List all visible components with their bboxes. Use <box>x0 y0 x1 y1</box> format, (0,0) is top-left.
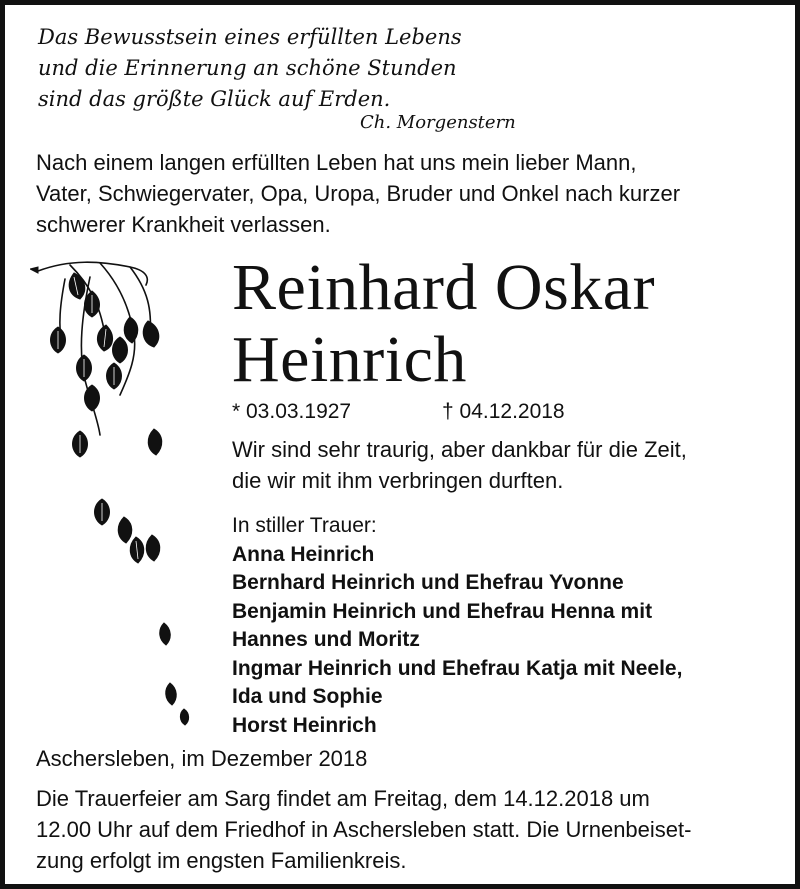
deceased-name-line: Reinhard Oskar <box>232 251 656 324</box>
service-line: zung erfolgt im engsten Familienkreis. <box>36 848 407 873</box>
birch-branch-leaves-icon <box>30 255 230 735</box>
quote-line: Das Bewusstsein eines erfüllten Lebens <box>38 25 462 49</box>
intro-line: Nach einem langen erfüllten Leben hat uns mein lieber Mann, <box>36 150 637 175</box>
mourners-lead: In stiller Trauer: <box>232 514 377 537</box>
deceased-name <box>232 252 655 396</box>
intro-line: Vater, Schwiegervater, Opa, Uropa, Bruder und Onkel nach kurzer <box>36 181 681 206</box>
gratitude-line: die wir mit ihm verbringen durften. <box>232 468 564 493</box>
intro-text <box>36 147 766 240</box>
mourner-line: Bernhard Heinrich und Ehefrau Yvonne <box>232 571 624 594</box>
birth-date: * 03.03.1927 <box>232 400 352 423</box>
mourner-line: Benjamin Heinrich und Ehefrau Henna mit <box>232 599 653 623</box>
quote-line: sind das größte Glück auf Erden. <box>38 87 391 111</box>
mourner-line: Anna Heinrich <box>232 542 375 566</box>
intro-line: schwerer Krankheit verlassen. <box>36 212 331 237</box>
quote-author: Ch. Morgenstern <box>360 112 516 133</box>
gratitude-line: Wir sind sehr traurig, aber dankbar für die Zeit, <box>232 437 687 462</box>
mourner-line: Horst Heinrich <box>232 713 377 737</box>
mourner-line: Hannes und Moritz <box>232 628 420 651</box>
service-line: Die Trauerfeier am Sarg findet am Freitag, dem 14.12.2018 um <box>36 786 650 811</box>
deceased-name-line: Heinrich <box>232 323 467 396</box>
death-date: † 04.12.2018 <box>442 400 565 423</box>
service-line: 12.00 Uhr auf dem Friedhof in Aschersleben statt. Die Urnenbeiset- <box>36 817 692 842</box>
mourner-line: Ida und Sophie <box>232 685 383 708</box>
mourner-line: Ingmar Heinrich und Ehefrau Katja mit Neele, <box>232 656 683 680</box>
place-date: Aschersleben, im Dezember 2018 <box>36 746 368 771</box>
mourners-list <box>232 512 782 740</box>
service-info <box>36 783 766 876</box>
quote-line: und die Erinnerung an schöne Stunden <box>38 56 457 80</box>
gratitude-text <box>232 434 772 496</box>
quote <box>38 22 462 115</box>
